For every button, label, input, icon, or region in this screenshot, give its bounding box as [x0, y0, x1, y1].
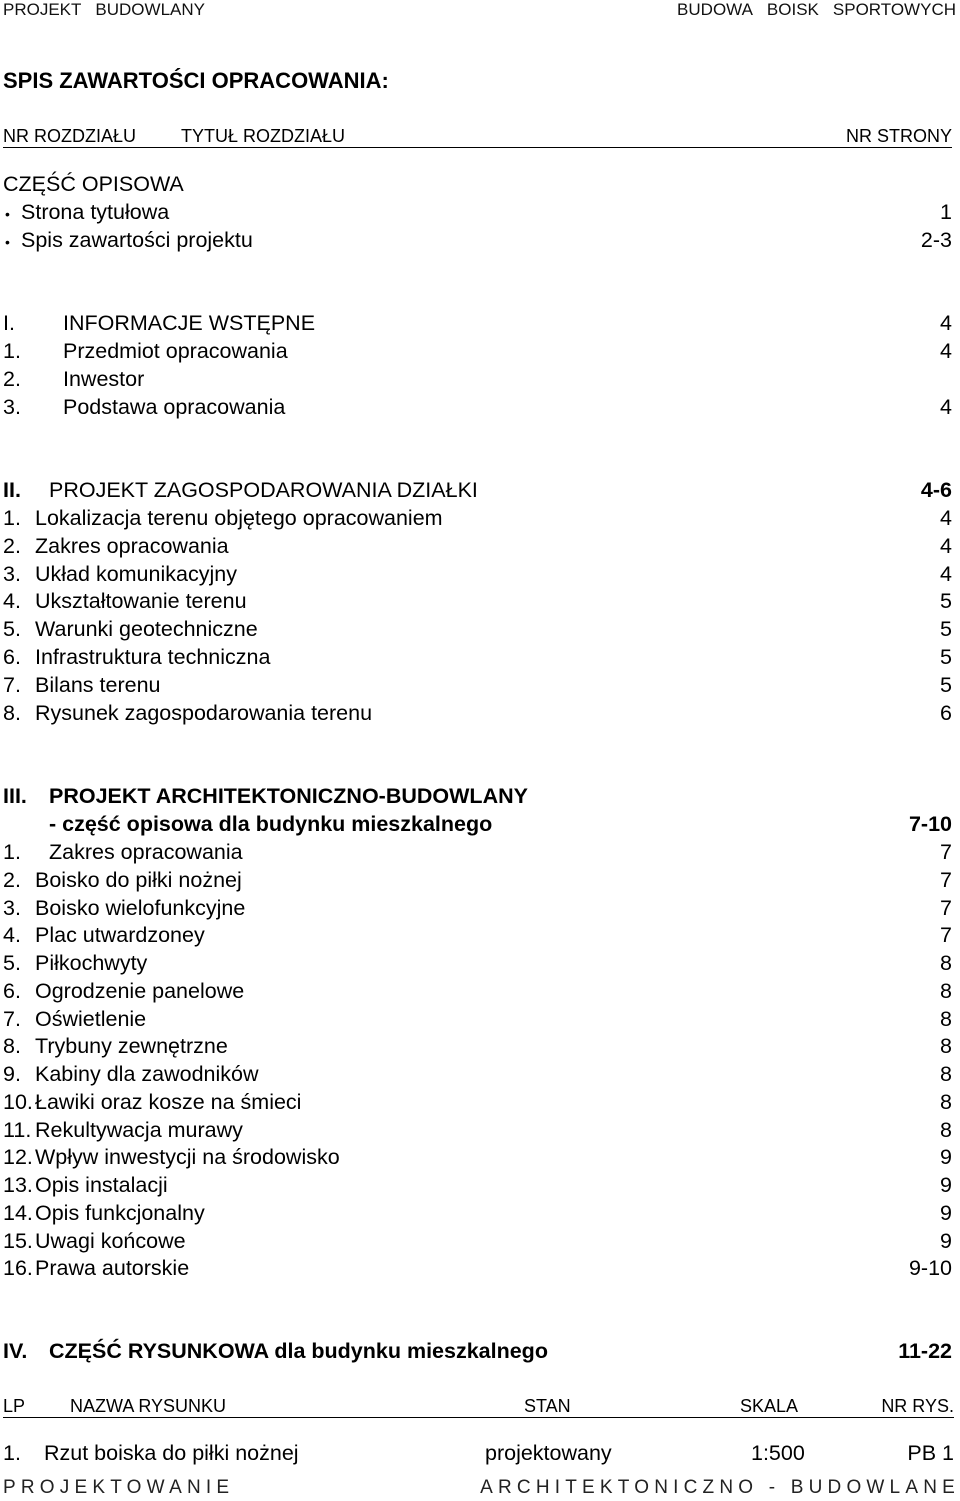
- drawing-row-name: Rzut boiska do piłki nożnej: [44, 1441, 299, 1465]
- toc-item-number: 1.: [3, 506, 21, 530]
- toc-item-label: Infrastruktura techniczna: [35, 645, 271, 669]
- toc-item: [3, 1201, 952, 1229]
- toc-item-label: Wpływ inwestycji na środowisko: [35, 1145, 340, 1170]
- toc-item-label: Opis instalacji: [35, 1173, 168, 1197]
- section-heading: [3, 311, 952, 339]
- toc-item: [3, 701, 952, 729]
- toc-item: [3, 840, 952, 868]
- toc-item-number: 7.: [3, 1006, 21, 1031]
- toc-item-label: Prawa autorskie: [35, 1256, 190, 1281]
- toc-item-label: Zakres opracowania: [49, 840, 243, 864]
- toc-item: [3, 951, 952, 979]
- toc-item: [3, 534, 952, 562]
- section-page: 4-6: [920, 478, 952, 502]
- toc-item-label: Piłkochwyty: [35, 951, 148, 975]
- toc-item-number: 11.: [3, 1117, 32, 1142]
- toc-item-number: 6.: [3, 978, 21, 1003]
- toc-item-label: Spis zawartości projektu: [21, 228, 253, 252]
- toc-item-label: Rekultywacja murawy: [35, 1117, 243, 1142]
- running-header-left: [3, 0, 219, 20]
- column-header-chapter-no: NR ROZDZIAŁU: [3, 126, 137, 146]
- running-header-right: [677, 0, 956, 20]
- toc-item-page: 9-10: [908, 1256, 952, 1281]
- section-number: I.: [3, 311, 15, 335]
- toc-item-label: Boisko wielofunkcyjne: [35, 895, 246, 920]
- section-title: PROJEKT ARCHITEKTONICZNO-BUDOWLANY: [49, 784, 528, 808]
- toc-item-label: Warunki geotechniczne: [35, 617, 258, 642]
- toc-item-number: 1.: [3, 339, 21, 363]
- section-heading: [3, 478, 952, 506]
- toc-item-page: 4: [940, 533, 952, 558]
- toc-item-page: 8: [940, 1117, 952, 1142]
- toc-item-page: 8: [940, 978, 952, 1003]
- toc-item: [3, 1090, 952, 1118]
- toc-item: [3, 1173, 952, 1201]
- drawing-row-lp: 1.: [3, 1441, 21, 1465]
- section-page: 7-10: [908, 812, 952, 836]
- section-heading: [3, 784, 952, 812]
- section-page: 11-22: [898, 1339, 952, 1363]
- section-number: II.: [3, 478, 21, 502]
- section-heading: [3, 1339, 952, 1367]
- toc-item: [3, 1007, 952, 1035]
- toc-item-label: Oświetlenie: [35, 1006, 147, 1031]
- section-title: PROJEKT ZAGOSPODAROWANIA DZIAŁKI: [49, 478, 478, 502]
- toc-item: [3, 200, 952, 228]
- toc-item-label: Trybuny zewnętrzne: [35, 1034, 228, 1059]
- toc-item-page: 5: [940, 589, 952, 614]
- toc-item: [3, 339, 952, 367]
- toc-item: [3, 1118, 952, 1146]
- toc-item-page: 4: [940, 561, 952, 586]
- toc-item-page: 7: [940, 867, 952, 892]
- toc-item-number: 10.: [3, 1089, 33, 1114]
- toc-item-number: 2.: [3, 367, 21, 391]
- toc-item-number: 3.: [3, 895, 21, 920]
- toc-item: [3, 1034, 952, 1062]
- bullet-icon: •: [5, 234, 10, 250]
- toc-item-number: 4.: [3, 589, 21, 614]
- toc-item: [3, 645, 952, 673]
- toc-item-number: 8.: [3, 1034, 21, 1059]
- toc-item-page: 8: [940, 1062, 952, 1086]
- toc-item-number: 3.: [3, 395, 21, 419]
- toc-item: [3, 395, 952, 423]
- toc-item-number: 1.: [3, 840, 21, 864]
- toc-item: [3, 1229, 952, 1257]
- section-page: 4: [940, 311, 952, 335]
- section-number: IV.: [3, 1339, 28, 1363]
- toc-item-page: 5: [940, 645, 952, 669]
- toc-item-label: Układ komunikacyjny: [35, 561, 237, 586]
- toc-item-label: Ukształtowanie terenu: [35, 589, 247, 614]
- toc-item: [3, 506, 952, 534]
- toc-item-number: 8.: [3, 700, 21, 725]
- toc-item: [3, 1256, 952, 1284]
- toc-item: [3, 896, 952, 924]
- toc-item-number: 3.: [3, 561, 21, 586]
- toc-item: [3, 562, 952, 590]
- toc-item-number: 2.: [3, 533, 21, 558]
- toc-item-page: 9: [940, 1145, 952, 1170]
- toc-item-number: 4.: [3, 923, 21, 948]
- toc-item-label: Kabiny dla zawodników: [35, 1062, 259, 1086]
- drawing-row-state: projektowany: [485, 1441, 612, 1465]
- toc-item-page: 9: [940, 1228, 952, 1253]
- toc-item-page: 7: [940, 840, 952, 864]
- toc-item: [3, 923, 952, 951]
- toc-item-page: 4: [940, 339, 952, 363]
- toc-item-page: 5: [940, 672, 952, 697]
- drawings-header-lp: LP: [3, 1396, 26, 1416]
- toc-item-number: 5.: [3, 617, 21, 642]
- section-number: III.: [3, 784, 27, 808]
- toc-item-label: Strona tytułowa: [21, 200, 170, 224]
- toc-item: [3, 1062, 952, 1090]
- toc-item-label: Rysunek zagospodarowania terenu: [35, 700, 373, 725]
- toc-item-label: Zakres opracowania: [35, 533, 229, 558]
- toc-item-label: Lokalizacja terenu objętego opracowaniem: [35, 506, 443, 530]
- toc-item-number: 16.: [3, 1256, 33, 1281]
- toc-item-number: 13.: [3, 1173, 33, 1197]
- section-subheading: [3, 812, 952, 840]
- section-subtitle: - część opisowa dla budynku mieszkalnego: [49, 812, 493, 836]
- toc-item-page: 9: [940, 1200, 952, 1225]
- toc-item: [3, 367, 952, 395]
- header-word: SPORTOWYCH: [832, 0, 956, 19]
- drawings-header-name: NAZWA RYSUNKU: [70, 1396, 227, 1416]
- toc-item-label: Opis funkcjonalny: [35, 1200, 205, 1225]
- header-word: BOISK: [766, 0, 819, 19]
- toc-item-page: 1: [940, 200, 952, 224]
- drawing-row-no: PB 1: [907, 1441, 954, 1465]
- footer-left: PROJEKTOWANIE: [3, 1477, 235, 1498]
- column-header-chapter-title: TYTUŁ ROZDZIAŁU: [181, 126, 346, 146]
- drawings-header-scale: SKALA: [740, 1396, 799, 1416]
- toc-item-label: Ogrodzenie panelowe: [35, 978, 245, 1003]
- toc-item-label: Bilans terenu: [35, 672, 161, 697]
- toc-item-number: 2.: [3, 867, 21, 892]
- toc-item: [3, 228, 952, 256]
- toc-item: [3, 673, 952, 701]
- toc-item-label: Inwestor: [63, 367, 145, 391]
- bullet-icon: •: [5, 206, 10, 222]
- toc-item-page: 7: [940, 895, 952, 920]
- toc-item-label: Plac utwardzoney: [35, 923, 205, 948]
- toc-item: [3, 1145, 952, 1173]
- section-title: CZĘŚĆ RYSUNKOWA dla budynku mieszkalnego: [49, 1339, 548, 1363]
- toc-item-label: Uwagi końcowe: [35, 1228, 186, 1253]
- toc-item-page: 4: [940, 506, 952, 530]
- drawings-header-underline: [3, 1417, 954, 1418]
- header-word: PROJEKT: [3, 0, 82, 19]
- drawing-row-scale: 1:500: [751, 1441, 805, 1465]
- section-heading: [3, 172, 952, 200]
- toc-item-number: 14.: [3, 1200, 33, 1225]
- toc-item-page: 9: [940, 1173, 952, 1197]
- toc-item-number: 9.: [3, 1062, 21, 1086]
- drawings-header-no: NR RYS.: [881, 1396, 954, 1416]
- header-word: BUDOWLANY: [95, 0, 205, 19]
- toc-item: [3, 589, 952, 617]
- toc-item-number: 6.: [3, 645, 21, 669]
- page-title: SPIS ZAWARTOŚCI OPRACOWANIA:: [3, 68, 389, 93]
- footer-right: ARCHITEKTONICZNO - BUDOWLANE: [480, 1477, 960, 1498]
- toc-item-page: 8: [940, 951, 952, 975]
- toc-item: [3, 979, 952, 1007]
- column-header-underline: [3, 147, 952, 148]
- drawings-header-state: STAN: [524, 1396, 571, 1416]
- toc-item-page: 8: [940, 1006, 952, 1031]
- toc-item-number: 5.: [3, 951, 21, 975]
- section-title: INFORMACJE WSTĘPNE: [63, 311, 316, 335]
- toc-item-page: 8: [940, 1034, 952, 1059]
- toc-item-page: 5: [940, 617, 952, 642]
- toc-item: [3, 617, 952, 645]
- toc-item-page: 6: [940, 700, 952, 725]
- header-word: BUDOWA: [677, 0, 753, 19]
- toc-item-label: Boisko do piłki nożnej: [35, 867, 242, 892]
- toc-item-number: 12.: [3, 1145, 33, 1170]
- toc-item-label: Podstawa opracowania: [63, 395, 286, 419]
- toc-item-page: 4: [940, 395, 952, 419]
- toc-item-number: 7.: [3, 672, 21, 697]
- section-title: CZĘŚĆ OPISOWA: [3, 172, 184, 196]
- toc-item-label: Przedmiot opracowania: [63, 339, 288, 363]
- toc-item-number: 15.: [3, 1228, 33, 1253]
- toc-item: [3, 868, 952, 896]
- toc-item-page: 8: [940, 1089, 952, 1114]
- toc-item-page: 7: [940, 923, 952, 948]
- toc-item-page: 2-3: [920, 228, 952, 252]
- toc-item-label: Ławiki oraz kosze na śmieci: [35, 1089, 302, 1114]
- column-header-page-no: NR STRONY: [845, 126, 952, 146]
